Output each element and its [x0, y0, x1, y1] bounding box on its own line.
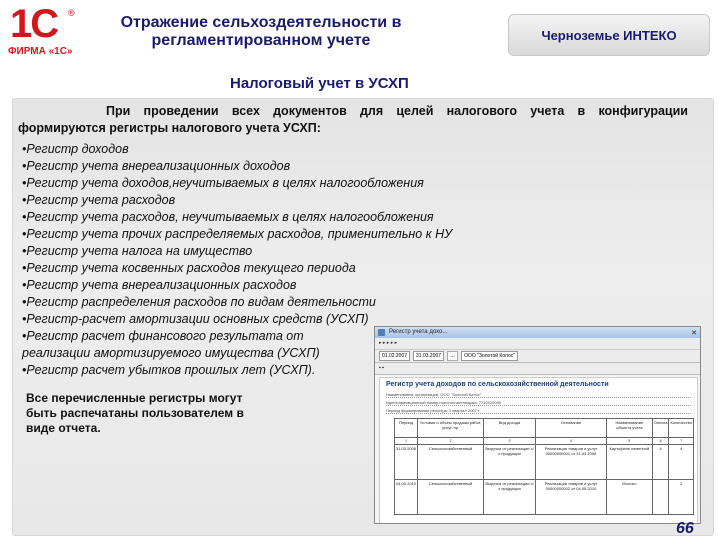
list-item: •Регистр учета внереализационных расходов [22, 278, 297, 292]
table-row [395, 445, 694, 480]
table-cell: 4 [669, 445, 694, 480]
window-icon [378, 329, 385, 336]
registered-mark: ® [68, 8, 75, 18]
column-number: 5 [607, 438, 653, 445]
table-cell: Молоко [607, 480, 653, 515]
list-item: •Регистр учета доходов,неучитываемых в целях налогообложения [22, 176, 424, 190]
list-item: •Регистр-расчет амортизации основных средств (УСХП) [22, 312, 369, 326]
report-window-titlebar [375, 327, 700, 338]
column-header: Основание [535, 419, 606, 438]
slide-header [0, 0, 720, 68]
logo-firm-name: ФИРМА «1С» [8, 46, 73, 57]
list-item: •Регистр учета косвенных расходов текущего периода [22, 261, 356, 275]
intro-paragraph: При проведении всех документов для целей налогового учета в конфигурации формируются регистры налогового учета УСХП: [18, 104, 688, 135]
column-number: 1 [395, 438, 418, 445]
slide-title: Отражение сельхоздеятельности в регламентированном учете [120, 14, 402, 49]
report-inn-line: Идентификационный номер налогоплательщика: 7710010040 [386, 400, 691, 406]
column-header: Период [395, 419, 418, 438]
table-row [395, 480, 694, 515]
list-item: •Регистр расчет убытков прошлых лет (УСХП). [22, 363, 316, 377]
page-number: 66 [676, 520, 694, 537]
table-header-row [395, 419, 694, 438]
table-cell: 4 [652, 445, 669, 480]
column-header: Наименование объекта учета [607, 419, 653, 438]
slide-subtitle: Налоговый учет в УСХП [230, 75, 409, 92]
column-number: 7 [669, 438, 694, 445]
report-toolbar: ▸ ▸ ▸ ▸ ▸ [375, 338, 700, 350]
period-to-field[interactable]: 31.03.2007 [413, 351, 444, 361]
column-header: Вид дохода [484, 419, 536, 438]
table-cell: Сельскохозяйственный [418, 445, 484, 480]
table-cell: Сельскохозяйственный [418, 480, 484, 515]
company-badge: Черноземье ИНТЕКО [508, 14, 710, 56]
list-item: •Регистр доходов [22, 142, 129, 156]
organization-field[interactable]: ООО "Золотой Колос" [461, 351, 518, 361]
period-from-field[interactable]: 01.02.2007 [379, 351, 410, 361]
column-header: Условия и объем продажи работ, услуг, пр. [418, 419, 484, 438]
report-window-screenshot [374, 326, 701, 524]
table-cell: Выручка от реализации с/х продукции [484, 480, 536, 515]
table-cell: Реализация товаров и услуг 00000000001 от 31.03.2008 [535, 445, 606, 480]
report-document [379, 377, 698, 524]
list-item: •Регистр учета расходов, неучитываемых в целях налогообложения [22, 210, 434, 224]
print-note: Все перечисленные регистры могут быть распечатаны пользователем в виде отчета. [26, 391, 244, 435]
logo-mark: 1С [10, 2, 58, 46]
report-org-line: Наименование организации: ООО "Золотой Колос" [386, 392, 691, 398]
report-period-line: Период формирования регистра: 1 квартал 2007 г. [386, 408, 691, 414]
report-settings-bar: ▪ ▪ [375, 363, 700, 375]
table-cell: 04.05.2010 [395, 480, 418, 515]
column-number: 3 [484, 438, 536, 445]
column-number: 2 [418, 438, 484, 445]
report-title: Регистр учета доходов по сельскохозяйственной деятельности [386, 381, 609, 388]
column-header: Количество [669, 419, 694, 438]
table-cell: 31.03.2008 [395, 445, 418, 480]
table-cell: 2 [669, 480, 694, 515]
1c-logo [8, 2, 76, 62]
list-item: •Регистр учета расходов [22, 193, 176, 207]
close-icon[interactable]: ✕ [691, 330, 697, 337]
report-period-bar [375, 350, 700, 363]
report-window-title: Регистр учета дохо... [389, 329, 448, 335]
table-cell [652, 480, 669, 515]
list-item: •Регистр учета прочих распределяемых расходов, применительно к НУ [22, 227, 453, 241]
list-item: •Регистр расчет финансового результата от [22, 329, 304, 343]
table-cell: Картофель семенной [607, 445, 653, 480]
list-item: •Регистр учета внереализационных доходов [22, 159, 291, 173]
column-header: Оплата [652, 419, 669, 438]
table-cell: Выручка от реализации с/х продукции [484, 445, 536, 480]
table-cell: Реализация товаров и услуг 00000000002 от 04.05.2010 [535, 480, 606, 515]
list-item: реализации амортизируемого имущества (УСХП) [22, 346, 320, 360]
report-table [394, 418, 694, 515]
list-item: •Регистр учета налога на имущество [22, 244, 253, 258]
column-number: 6 [652, 438, 669, 445]
column-number: 4 [535, 438, 606, 445]
period-select-button[interactable]: … [447, 351, 458, 361]
column-number-row [395, 438, 694, 445]
list-item: •Регистр распределения расходов по видам деятельности [22, 295, 376, 309]
